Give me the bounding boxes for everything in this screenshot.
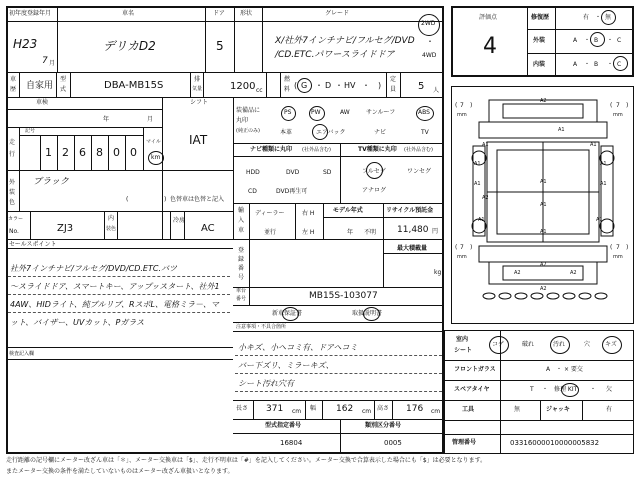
- import-label1: 輸: [238, 207, 245, 214]
- reg-label2: 録: [238, 256, 245, 263]
- model-label2: 式: [60, 86, 67, 93]
- diagram-mm-tl: mm: [457, 112, 467, 118]
- repair-sep: ・: [595, 14, 602, 21]
- room-ana: 穴: [584, 341, 591, 348]
- mileage-d1: 1: [45, 146, 52, 159]
- room-label1: 室内: [456, 336, 469, 343]
- fuel-label2: 料: [284, 86, 291, 93]
- inspector-notes-title: 検査記入欄: [9, 351, 35, 357]
- model-value: DBA-MB15S: [104, 80, 164, 91]
- room-kizu: キズ: [605, 341, 617, 348]
- spare-label: スペアタイヤ: [454, 386, 490, 393]
- color-label2: 装: [9, 189, 16, 196]
- repair-yes: 有: [583, 14, 590, 21]
- tv-title-note: (社外品含む): [404, 147, 433, 153]
- import-label2: 入: [238, 217, 245, 224]
- color-label3: 色: [9, 199, 16, 206]
- grade-line1: X/社外7インチナビ/フルセグ/DVD: [275, 36, 415, 46]
- reg-label3: 番: [238, 265, 245, 272]
- notes-title: 注意事項・不具合箇所: [236, 324, 287, 330]
- vehicle-value: 自家用: [26, 81, 54, 91]
- notes-line1: 小キズ、小ヘコミ有、ドアヘコミ: [238, 343, 358, 352]
- int-b: B: [594, 61, 599, 68]
- navi-hdd: HDD: [246, 169, 260, 176]
- diagram-seven-bl: 7: [460, 244, 464, 251]
- equip-title2: 丸印: [236, 117, 249, 124]
- repair-label: 修復歴: [531, 14, 550, 21]
- tv-fullseg: フルセグ: [362, 168, 386, 175]
- damage-label: A2: [482, 195, 489, 201]
- ac-value: AC: [201, 223, 215, 234]
- repair-no: 無: [605, 14, 612, 21]
- shift-label: シフト: [190, 99, 209, 106]
- notes-line2: バー下ズリ、ミラーキズ、: [238, 361, 334, 370]
- diagram-mm-tr: mm: [613, 112, 623, 118]
- damage-label: A1: [596, 217, 603, 223]
- width-label: 幅: [310, 405, 317, 412]
- ac-label: 冷房: [173, 217, 186, 224]
- width-unit: cm: [362, 408, 372, 415]
- room-koge: コゲ: [492, 341, 505, 348]
- navi-dvd: DVD: [286, 169, 300, 176]
- jack-label: ジャッキ: [546, 406, 570, 413]
- interior-color-label2: 装色: [106, 226, 117, 232]
- damage-label: A1: [478, 217, 485, 223]
- damage-label: A2: [570, 270, 577, 276]
- equip-leather: 本革: [280, 129, 293, 136]
- capacity-label2: 員: [390, 86, 397, 93]
- fuel-label: 燃: [284, 76, 291, 83]
- mileage-d5: 0: [113, 146, 120, 159]
- ext-c: C: [617, 37, 622, 44]
- length-value: 371: [266, 404, 284, 414]
- diagram-bracket-bl2: ): [470, 244, 473, 251]
- chassis-value: MB15S-103077: [309, 291, 378, 301]
- fuel-paren-close: ): [378, 81, 382, 90]
- mileage-label2: 行: [9, 151, 16, 158]
- height-label: 高さ: [377, 405, 390, 412]
- model-label: 型: [60, 76, 67, 83]
- color-label1: 外: [9, 179, 16, 186]
- diagram-bracket-tl2: ): [470, 102, 473, 109]
- damage-label: A1: [482, 142, 489, 148]
- room-yabure: 破れ: [522, 341, 535, 348]
- damage-label: A1: [540, 179, 547, 185]
- diagram-bracket-br2: ): [626, 244, 629, 251]
- vehicle-label2: 歴: [10, 86, 17, 93]
- damage-label: A2: [540, 98, 547, 104]
- equip-aw: AW: [340, 109, 350, 116]
- room-yogore: 汚れ: [553, 341, 566, 348]
- reg-label4: 号: [238, 274, 245, 281]
- tv-analog: アナログ: [362, 187, 387, 194]
- width-value: 162: [336, 404, 354, 414]
- interior-label: 内装: [533, 61, 546, 68]
- recycle-value: 11,480: [397, 225, 429, 235]
- manual: 取扱説明書: [352, 310, 383, 317]
- equip-title3: (純正のみ): [236, 128, 260, 134]
- front-glass-label: フロントガラス: [454, 366, 496, 373]
- type-no-label: 型式指定番号: [265, 422, 302, 429]
- vehicle-label: 車: [10, 76, 17, 83]
- drive-2wd: 2WD: [421, 20, 436, 27]
- ext-b: B: [594, 37, 599, 44]
- int-sep2: ・: [607, 61, 614, 68]
- color-note: 色替車は色替と記入: [170, 196, 225, 203]
- tools-value: 無: [514, 406, 521, 413]
- sales-line4: ット、バイザー、UVカット、Pガラス: [10, 318, 145, 327]
- notes-line3: シート汚れ穴有: [238, 379, 294, 388]
- sales-line1: 社外7インチナビ/フルセグ/DVD/CD.ETC.バツ: [10, 264, 178, 273]
- max-load-unit: kg: [434, 269, 442, 276]
- navi-title: ナビ種類に丸印: [250, 146, 293, 153]
- equip-tv: TV: [421, 129, 429, 136]
- model-year-unknown: 不明: [364, 229, 377, 236]
- new-warranty: 新車保証書: [272, 310, 303, 317]
- equip-navi: ナビ: [374, 129, 387, 136]
- length-unit: cm: [292, 408, 302, 415]
- int-sep1: ・: [584, 61, 591, 68]
- type-no-value: 16804: [280, 439, 303, 447]
- damage-label: A1: [590, 142, 597, 148]
- fuel-sep2: ・: [335, 81, 343, 90]
- capacity-label: 定: [390, 76, 397, 83]
- equip-pw: PW: [311, 109, 321, 116]
- drive-4wd: 4WD: [422, 52, 437, 59]
- shift-value: IAT: [189, 133, 208, 147]
- front-glass-x: × 要交: [564, 366, 583, 373]
- mileage-d2: 2: [62, 146, 69, 159]
- damage-label: A1: [540, 202, 547, 208]
- damage-label: A2: [540, 262, 547, 268]
- sales-line2: ～スライドドア、スマートキー、アップッスタート、社外1: [10, 282, 220, 291]
- mileage-km: km: [151, 154, 161, 161]
- car-name-label: 車名: [122, 10, 135, 17]
- door-label: ドア: [213, 10, 225, 17]
- navi-cd: CD: [248, 188, 257, 195]
- ext-sep1: ・: [584, 37, 591, 44]
- sales-points-title: セールスポイント: [9, 241, 57, 248]
- navi-dvd-play: DVD再生可: [276, 188, 308, 195]
- model-year-year: 年: [347, 229, 354, 236]
- equip-sunroof: サンルーフ: [366, 109, 396, 116]
- room-label2: シート: [454, 347, 473, 354]
- import-right: 右 H: [302, 210, 315, 217]
- color-no-label2: No.: [9, 228, 19, 235]
- spare-none: 欠: [606, 386, 613, 393]
- capacity-value: 5: [418, 81, 425, 92]
- door-value: 5: [216, 39, 224, 53]
- mileage-mile: マイル: [146, 139, 161, 145]
- inspection-label: 車検: [36, 99, 49, 106]
- reg-year-label: 初年度登録年月: [9, 10, 52, 17]
- color-no-label: カラー: [8, 216, 24, 222]
- sales-line3: 4AW、HIDライト、純ブルリブ、RスポL、電格ミラ－、マ: [10, 300, 219, 309]
- inspection-year: 年: [103, 116, 110, 123]
- damage-label: A1: [474, 181, 481, 187]
- spare-t: T: [530, 386, 534, 393]
- ext-sep2: ・: [607, 37, 614, 44]
- diagram-seven-br: 7: [616, 244, 620, 251]
- damage-label: A1: [540, 229, 547, 235]
- fuel-g: G: [301, 81, 308, 90]
- height-value: 176: [406, 404, 424, 414]
- max-load-label: 最大積載量: [397, 245, 428, 252]
- footer-line1: 走行距離の記号欄にメーター改ざん車は「＊」、メーター交換車は「$」、走行不明車は「#」を記入してください。メーター交換で合算表示した場合にも「$」は必要となります。: [6, 457, 487, 464]
- equip-ps: PS: [284, 109, 292, 116]
- diagram-mm-bl: mm: [457, 254, 467, 260]
- score-label: 評価点: [479, 14, 498, 21]
- damage-label: A2: [514, 270, 521, 276]
- color-paren-close: ): [164, 196, 167, 203]
- drive-sep: ・: [426, 37, 434, 46]
- damage-label: A1: [600, 161, 607, 167]
- inspection-month: 月: [147, 116, 154, 123]
- fuel-hv: HV: [344, 81, 356, 90]
- reg-month-unit: 月: [49, 60, 56, 67]
- ext-a: A: [573, 37, 578, 44]
- exterior-label: 外装: [533, 37, 546, 44]
- navi-sd: SD: [323, 169, 332, 176]
- score-value: 4: [483, 34, 497, 59]
- recycle-unit: 円: [432, 228, 439, 235]
- equip-abs: ABS: [418, 109, 430, 116]
- spare-sep1: ・: [542, 386, 549, 393]
- damage-label: A1: [600, 181, 607, 187]
- int-c: C: [617, 61, 622, 68]
- class-no-value: 0005: [384, 439, 402, 447]
- damage-label: A1: [474, 161, 481, 167]
- footer-line2: またメーター交換の条件を満たしていないものはメーター改ざん車扱いとなります。: [6, 468, 234, 475]
- height-unit: cm: [431, 408, 441, 415]
- diagram-bracket-bl: (: [455, 244, 458, 251]
- disp-label: 排: [194, 76, 201, 83]
- tools-label: 工具: [462, 406, 475, 413]
- mileage-d6: 0: [130, 146, 137, 159]
- disp-label2: 気量: [192, 86, 203, 92]
- disp-value: 1200: [230, 81, 256, 92]
- chassis-label2: 番号: [236, 296, 247, 302]
- chassis-label1: 車台: [236, 288, 247, 294]
- fuel-sep1: ・: [315, 81, 323, 90]
- mileage-digits-label: 記号: [25, 128, 36, 134]
- shape-label: 形状: [240, 10, 253, 17]
- front-glass-a: A: [546, 366, 551, 373]
- mgmt-value: 03316000010000005832: [510, 439, 600, 447]
- color-no-value: ZJ3: [57, 223, 74, 234]
- fuel-paren-open: (: [294, 81, 298, 90]
- fuel-d: D: [325, 81, 332, 90]
- mileage-label1: 走: [9, 139, 16, 146]
- import-left: 左 H: [302, 229, 315, 236]
- spare-kit: 修理 KIT: [554, 386, 578, 393]
- car-name-value: デリカD2: [103, 39, 156, 53]
- tv-title: TV種類に丸印: [358, 146, 397, 153]
- disp-unit: cc: [256, 87, 263, 94]
- import-dealer: ディーラー: [255, 210, 285, 217]
- diagram-bracket-tr2: ): [626, 102, 629, 109]
- interior-color-label: 内: [108, 215, 115, 222]
- navi-title-note: (社外品含む): [302, 147, 331, 153]
- diagram-bracket-tl: (: [455, 102, 458, 109]
- damage-label: A2: [540, 286, 547, 292]
- fuel-sep3: ・: [362, 81, 370, 90]
- reg-label1: 登: [238, 247, 245, 254]
- damage-label: A1: [558, 127, 565, 133]
- recycle-label: リサイクル預託金: [386, 207, 434, 214]
- mgmt-label: 管理番号: [452, 439, 477, 446]
- jack-value: 有: [606, 406, 613, 413]
- length-label: 長さ: [236, 405, 249, 412]
- mileage-d3: 6: [79, 146, 86, 159]
- int-a: A: [573, 61, 578, 68]
- grade-label: グレード: [325, 10, 350, 17]
- reg-month-value: 7: [42, 56, 48, 66]
- equip-airbag: エアバック: [316, 129, 346, 136]
- reg-year-value: H23: [13, 37, 38, 51]
- class-no-label: 類別区分番号: [365, 422, 402, 429]
- tv-oneseg: ワンセグ: [407, 168, 432, 175]
- import-parallel: 並行: [264, 229, 277, 236]
- grade-line2: /CD.ETC.パワースライドドア: [275, 50, 395, 60]
- diagram-bracket-br: (: [610, 244, 613, 251]
- diagram-bracket-tr: (: [610, 102, 613, 109]
- model-year-label: モデル年式: [333, 207, 363, 214]
- equip-title: 装備品に: [236, 107, 261, 114]
- diagram-mm-br: mm: [613, 254, 623, 260]
- color-paren-open: (: [126, 196, 129, 203]
- capacity-unit: 人: [433, 87, 440, 94]
- color-value: ブラック: [33, 177, 69, 187]
- spare-sep2: ・: [590, 386, 597, 393]
- import-label3: 車: [238, 227, 245, 234]
- diagram-seven-tr: 7: [616, 102, 620, 109]
- mileage-d4: 8: [96, 146, 103, 159]
- front-glass-sep: ・: [556, 366, 563, 373]
- diagram-seven-tl: 7: [460, 102, 464, 109]
